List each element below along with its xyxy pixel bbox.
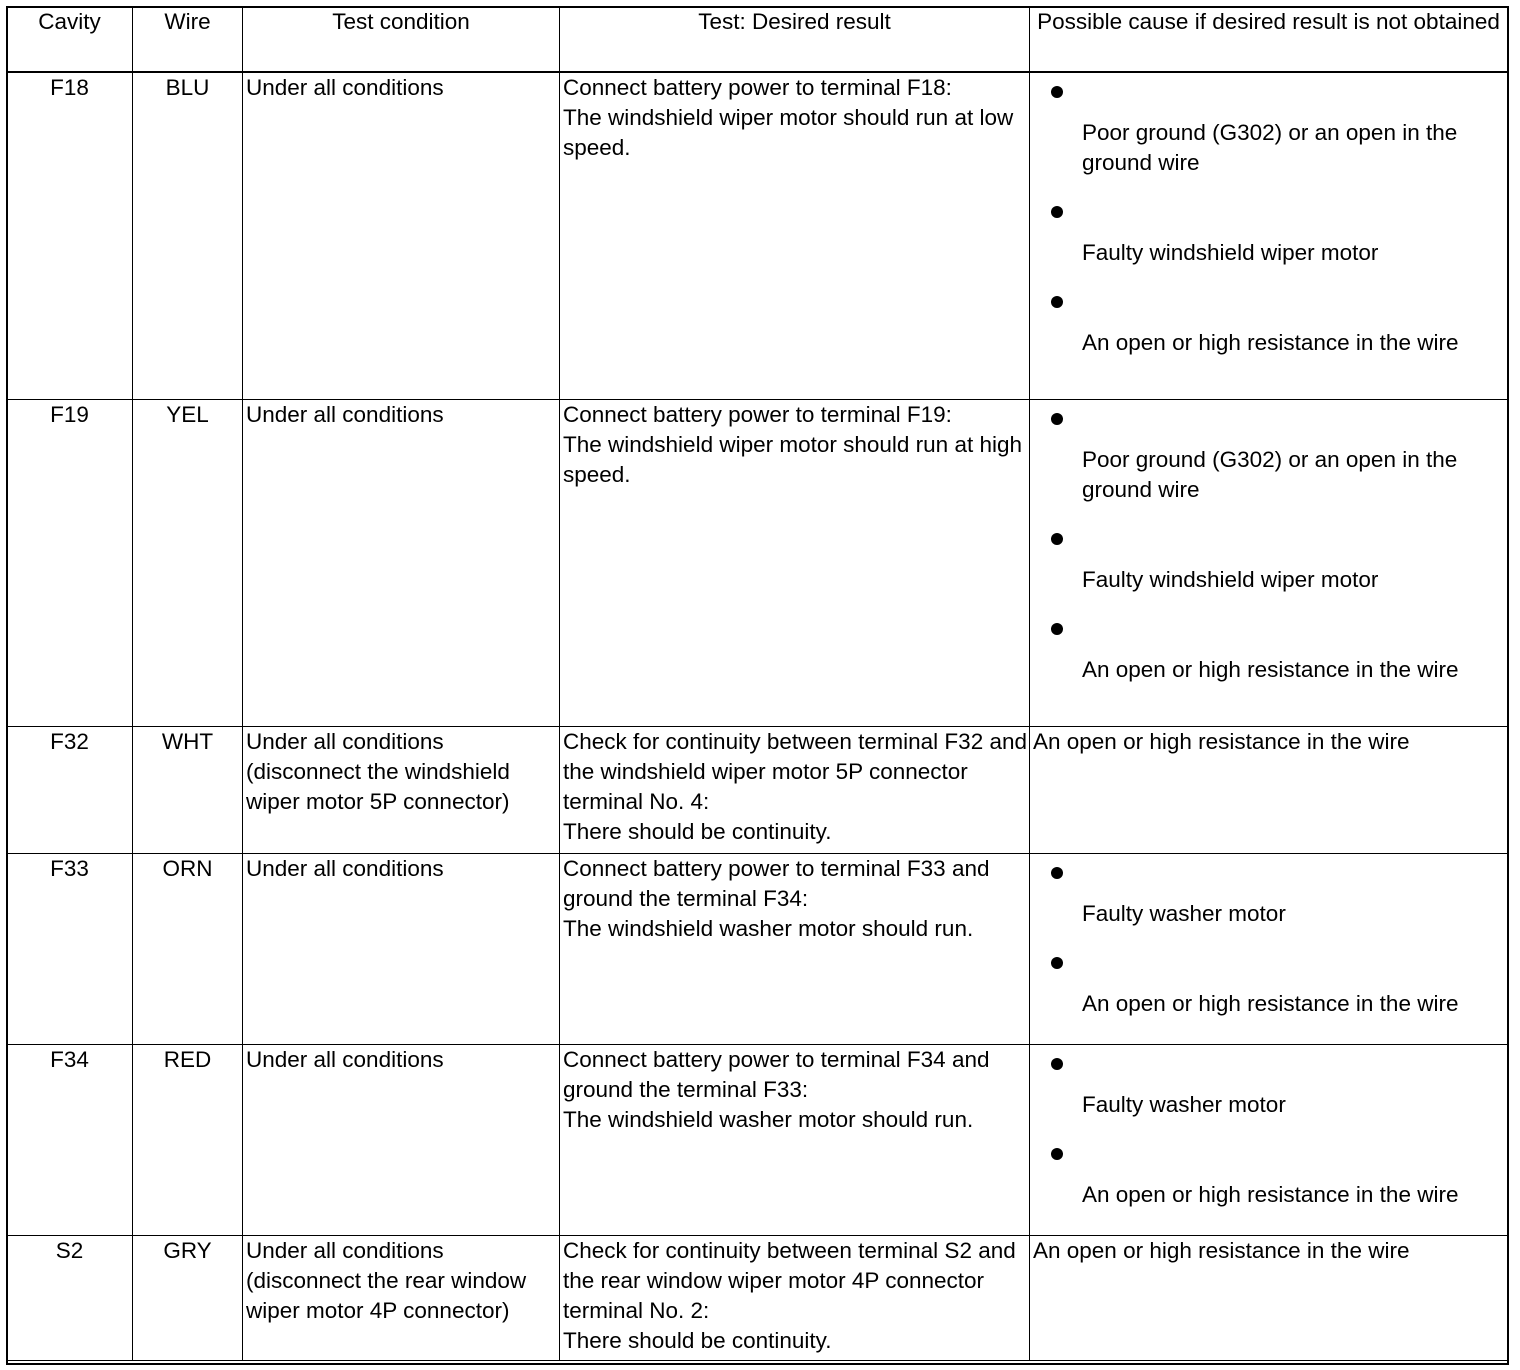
bullet-icon [1051, 1148, 1063, 1160]
table-row [7, 853, 1508, 1044]
cause-text: An open or high resistance in the wire [1033, 1237, 1410, 1263]
bullet-icon [1051, 86, 1063, 98]
condition-cell [243, 1235, 560, 1360]
cause-item [1030, 283, 1507, 358]
condition-cell [243, 853, 560, 1044]
wire-cell: BLU [133, 72, 243, 399]
bullet-icon [1051, 206, 1063, 218]
bullet-icon [1051, 1058, 1063, 1070]
condition-text: Under all conditions (disconnect the rear window wiper motor 4P connector) [246, 1237, 527, 1323]
condition-cell [243, 1044, 560, 1235]
condition-cell [243, 399, 560, 726]
cause-cell [1030, 853, 1508, 1044]
cavity-cell: F18 [7, 72, 133, 399]
condition-cell [243, 72, 560, 399]
condition-text: Under all conditions (disconnect the windshield wiper motor 5P connector) [246, 728, 510, 814]
header-possible-cause: Possible cause if desired result is not obtained [1030, 7, 1508, 73]
cause-list [1030, 854, 1507, 1019]
cause-cell [1030, 1044, 1508, 1235]
result-text: Check for continuity between terminal S2 and the rear window wiper motor 4P connector terminal No. 2: There should be continuity. [563, 1237, 1016, 1353]
header-desired-result: Test: Desired result [560, 7, 1030, 73]
cause-cell [1030, 1235, 1508, 1360]
condition-cell [243, 726, 560, 853]
result-cell [560, 72, 1030, 399]
bullet-icon [1051, 957, 1063, 969]
header-test-condition: Test condition [243, 7, 560, 73]
bullet-icon [1051, 296, 1063, 308]
cause-text: Faulty washer motor [1082, 900, 1286, 926]
table-row [7, 1235, 1508, 1360]
cause-item [1030, 944, 1507, 1019]
cause-list [1030, 73, 1507, 358]
table-row [7, 72, 1508, 399]
cause-cell [1030, 726, 1508, 853]
cause-text: An open or high resistance in the wire [1082, 330, 1459, 355]
condition-text: Under all conditions [246, 75, 444, 100]
cause-item [1030, 854, 1507, 929]
result-cell [560, 399, 1030, 726]
cause-item [1030, 193, 1507, 268]
cause-list [1030, 400, 1507, 685]
cavity-cell: F34 [7, 1044, 133, 1235]
wire-cell: ORN [133, 853, 243, 1044]
cause-item [1030, 1135, 1507, 1210]
table-header [7, 7, 1508, 73]
result-text: Connect battery power to terminal F34 and ground the terminal F33: The windshield washer motor should run. [563, 1046, 990, 1132]
cavity-cell: F32 [7, 726, 133, 853]
bullet-icon [1051, 623, 1063, 635]
cause-text: An open or high resistance in the wire [1082, 990, 1459, 1016]
table-row [7, 1044, 1508, 1235]
cause-list [1030, 1045, 1507, 1210]
condition-text: Under all conditions [246, 855, 444, 881]
cause-text: An open or high resistance in the wire [1033, 728, 1410, 754]
wire-cell: GRY [133, 1235, 243, 1360]
bullet-icon [1051, 533, 1063, 545]
header-row [7, 7, 1508, 73]
cause-item [1030, 1045, 1507, 1120]
cause-item [1030, 610, 1507, 685]
header-wire: Wire [133, 7, 243, 73]
wire-cell: WHT [133, 726, 243, 853]
wire-cell: YEL [133, 399, 243, 726]
cause-text: Faulty windshield wiper motor [1082, 240, 1379, 265]
wire-cell: RED [133, 1044, 243, 1235]
result-text: Check for continuity between terminal F32 and the windshield wiper motor 5P connector terminal No. 4: There should be continuity. [563, 728, 1027, 844]
cavity-cell: F19 [7, 399, 133, 726]
table-row [7, 726, 1508, 853]
bullet-icon [1051, 413, 1063, 425]
cause-text: An open or high resistance in the wire [1082, 1181, 1459, 1207]
result-text: Connect battery power to terminal F33 and ground the terminal F34: The windshield washer motor should run. [563, 855, 990, 941]
cavity-cell: F33 [7, 853, 133, 1044]
cause-text: An open or high resistance in the wire [1082, 656, 1459, 682]
cause-text: Poor ground (G302) or an open in the ground wire [1082, 446, 1458, 502]
cause-item [1030, 73, 1507, 178]
result-cell [560, 853, 1030, 1044]
result-cell [560, 726, 1030, 853]
table-row [7, 399, 1508, 726]
result-text: Connect battery power to terminal F18: The windshield wiper motor should run at low speed. [563, 75, 1014, 160]
cause-item [1030, 520, 1507, 595]
result-cell [560, 1044, 1030, 1235]
header-cavity: Cavity [7, 7, 133, 73]
cause-item [1030, 400, 1507, 505]
bullet-icon [1051, 867, 1063, 879]
cause-text: Faulty windshield wiper motor [1082, 566, 1379, 592]
result-cell [560, 1235, 1030, 1360]
diagnostic-table [6, 6, 1508, 1361]
condition-text: Under all conditions [246, 401, 444, 427]
cavity-cell: S2 [7, 1235, 133, 1360]
condition-text: Under all conditions [246, 1046, 444, 1072]
result-text: Connect battery power to terminal F19: The windshield wiper motor should run at high speed. [563, 401, 1022, 487]
cause-text: Poor ground (G302) or an open in the ground wire [1082, 120, 1458, 175]
cause-text: Faulty washer motor [1082, 1091, 1286, 1117]
cause-cell [1030, 72, 1508, 399]
cause-cell [1030, 399, 1508, 726]
